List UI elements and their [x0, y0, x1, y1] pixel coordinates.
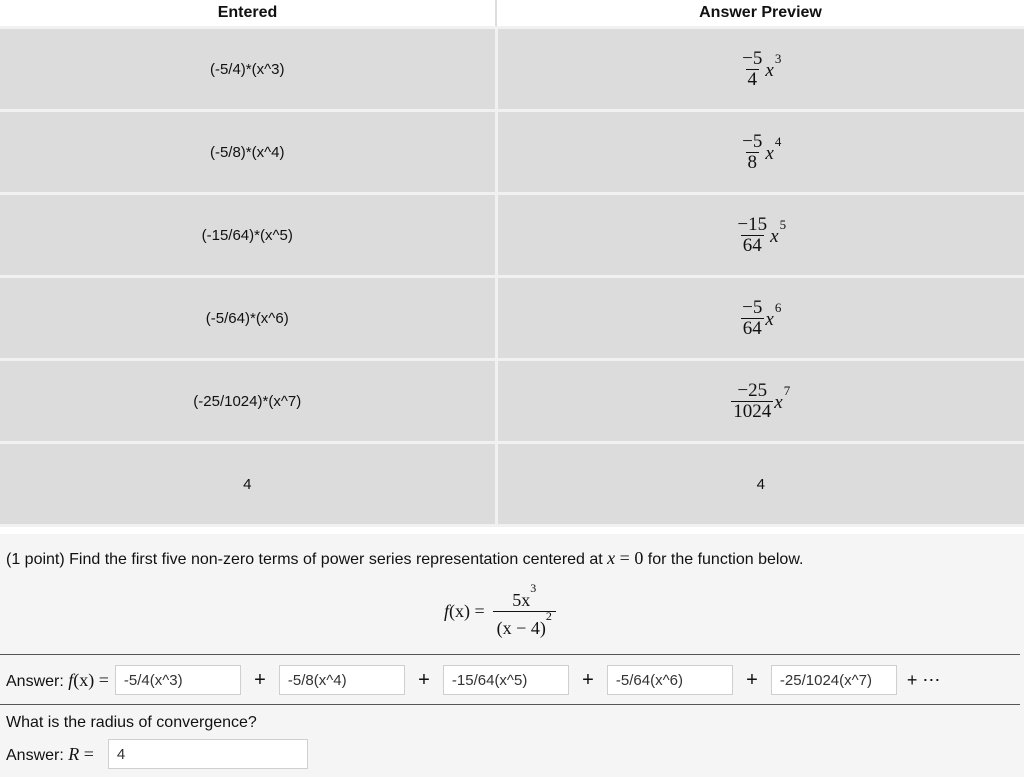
- function-formula: [444, 581, 557, 639]
- answer-function-argument: (x) =: [73, 669, 109, 690]
- preview-column-header: Answer Preview: [496, 0, 1024, 28]
- preview-cell: [496, 28, 1024, 111]
- plus-sign: +: [254, 668, 266, 691]
- plus-sign: +: [582, 668, 594, 691]
- divider-top: [0, 654, 1020, 655]
- preview-expression: [740, 132, 781, 173]
- prompt-equation: = 0: [615, 548, 644, 568]
- prompt-math: [607, 548, 643, 568]
- preview-cell: 4: [496, 443, 1024, 526]
- preview-expression: [740, 298, 781, 339]
- problem-prompt: [6, 548, 803, 569]
- preview-fraction: [740, 298, 764, 339]
- preview-numerator: −5: [742, 130, 763, 152]
- term-4-input[interactable]: [607, 665, 733, 695]
- table-row: [0, 111, 1024, 194]
- preview-power: [765, 134, 782, 165]
- table-row: [0, 443, 1024, 526]
- function-equals: =: [474, 601, 485, 621]
- preview-exponent: 4: [774, 134, 782, 149]
- preview-numerator: −5: [742, 47, 763, 69]
- table-row: [0, 277, 1024, 360]
- preview-denominator: 64: [742, 234, 762, 256]
- preview-variable: x: [774, 392, 783, 413]
- radius-question: What is the radius of convergence?: [6, 714, 257, 731]
- preview-expression: [735, 215, 786, 256]
- entered-column-header: Entered: [0, 0, 496, 28]
- function-numerator: [508, 581, 540, 611]
- preview-denominator: 1024: [733, 400, 772, 422]
- function-numerator-exponent: 3: [530, 581, 537, 595]
- preview-numerator: −15: [737, 213, 768, 235]
- preview-fraction: [735, 215, 769, 256]
- function-denominator-exponent: 2: [545, 609, 552, 623]
- preview-exponent: 3: [774, 51, 782, 66]
- preview-cell: [496, 360, 1024, 443]
- preview-cell: [496, 111, 1024, 194]
- preview-fraction: [731, 381, 773, 422]
- preview-fraction: [740, 49, 764, 90]
- function-numerator-base: 5x: [512, 590, 531, 610]
- radius-variable: R: [68, 743, 80, 764]
- function-denominator-base: (x − 4): [496, 618, 546, 638]
- table-row: [0, 28, 1024, 111]
- radius-label-text: Answer:: [6, 746, 69, 764]
- answer-label-text: Answer:: [6, 672, 69, 690]
- preview-cell: [496, 194, 1024, 277]
- term-1-input[interactable]: [115, 665, 241, 695]
- preview-numerator: −25: [737, 379, 768, 401]
- table-row: [0, 360, 1024, 443]
- radius-answer-label: [6, 744, 94, 765]
- preview-cell: [496, 277, 1024, 360]
- series-continuation: + ⋯: [906, 669, 941, 690]
- radius-label-math: [68, 744, 94, 764]
- preview-denominator: 4: [747, 68, 758, 90]
- preview-expression: [731, 381, 790, 422]
- series-answer-label: [6, 670, 109, 691]
- answer-label-math: [68, 670, 109, 690]
- preview-variable: x: [765, 143, 774, 164]
- entered-cell: (-5/8)*(x^4): [0, 111, 496, 194]
- answer-function-name: f: [68, 669, 74, 690]
- function-argument: (x): [449, 601, 471, 621]
- radius-answer-row: [6, 737, 308, 771]
- plus-sign: +: [418, 668, 430, 691]
- preview-variable: x: [765, 309, 774, 330]
- radius-equals: =: [79, 743, 94, 764]
- divider-bottom: [0, 704, 1020, 705]
- plus-sign: +: [746, 668, 758, 691]
- radius-input[interactable]: [108, 739, 308, 769]
- prompt-text-end: for the function below.: [643, 551, 804, 568]
- preview-power: [774, 383, 791, 414]
- preview-variable: x: [765, 60, 774, 81]
- function-lhs: [444, 601, 485, 622]
- function-name: f: [444, 601, 450, 621]
- problem-panel: [0, 534, 1024, 777]
- entered-cell: (-5/64)*(x^6): [0, 277, 496, 360]
- preview-fraction: [740, 132, 764, 173]
- preview-numerator: −5: [742, 296, 763, 318]
- series-answer-row: [6, 662, 940, 698]
- table-row: [0, 194, 1024, 277]
- entered-cell: 4: [0, 443, 496, 526]
- preview-exponent: 7: [783, 383, 791, 398]
- entered-cell: (-15/64)*(x^5): [0, 194, 496, 277]
- preview-power: [770, 217, 787, 248]
- preview-power: [765, 51, 782, 82]
- function-fraction: [493, 581, 556, 639]
- prompt-variable: x: [607, 548, 616, 568]
- term-3-input[interactable]: [443, 665, 569, 695]
- preview-exponent: 5: [779, 217, 787, 232]
- preview-denominator: 64: [742, 317, 762, 339]
- preview-power: [765, 300, 782, 331]
- table-header-row: [0, 0, 1024, 28]
- prompt-text-start: (1 point) Find the first five non-zero terms of power series representation centered at: [6, 551, 608, 568]
- preview-expression: [740, 49, 781, 90]
- preview-exponent: 6: [774, 300, 782, 315]
- entered-cell: (-25/1024)*(x^7): [0, 360, 496, 443]
- preview-denominator: 8: [747, 151, 758, 173]
- function-denominator: [493, 611, 556, 639]
- term-5-input[interactable]: [771, 665, 897, 695]
- entered-cell: (-5/4)*(x^3): [0, 28, 496, 111]
- term-2-input[interactable]: [279, 665, 405, 695]
- preview-variable: x: [770, 226, 779, 247]
